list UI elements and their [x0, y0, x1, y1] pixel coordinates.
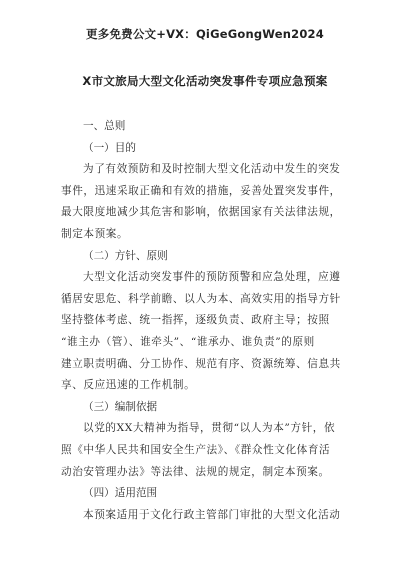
paragraph-line: 坚持整体考虑、统一指挥，逐级负责、政府主导；按照	[61, 314, 330, 327]
section-heading-general: 一、总则	[83, 120, 126, 132]
paragraph-line: 本预案适用于文化行政主管部门审批的大型文化活动	[83, 508, 341, 521]
document-title: X市文旅局大型文化活动突发事件专项应急预案	[82, 74, 328, 88]
paragraph-line: 照《中华人民共和国安全生产法》、《群众性文化体育活	[61, 443, 331, 456]
document-body	[61, 116, 361, 526]
paragraph-purpose	[61, 159, 361, 245]
paragraph-line: 循居安思危、科学前瞻、以人为本、高效实用的指导方针	[61, 292, 341, 305]
paragraph-line: 以党的XX大精神为指导，贯彻“以人为本”方针，依	[83, 422, 336, 435]
subsection-heading-purpose: （一）目的	[83, 141, 136, 154]
paragraph-scope	[61, 505, 361, 527]
paragraph-principles	[61, 267, 361, 397]
paragraph-line: 最大限度地减少其危害和影响，依据国家有关法律法规，	[61, 206, 341, 219]
paragraph-line: 为了有效预防和及时控制大型文化活动中发生的突发	[83, 163, 341, 176]
subsection-heading-scope: （四）适用范围	[83, 487, 158, 500]
paragraph-line: 享、反应迅速的工作机制。	[61, 379, 196, 392]
paragraph-line: 制定本预案。	[61, 227, 129, 240]
subsection-heading-basis: （三）编制依据	[83, 400, 158, 413]
paragraph-line: 大型文化活动突发事件的预防预警和应急处理，应遵	[83, 271, 341, 284]
paragraph-line: “谁主办（管）、谁牵头”、“谁承办、谁负责”的原则	[61, 335, 315, 348]
header-banner: 更多免费公文+VX：QiGeGongWen2024	[86, 27, 324, 41]
paragraph-line: 事件，迅速采取正确和有效的措施，妥善处置突发事件，	[61, 184, 341, 197]
paragraph-line: 动治安管理办法》等法律、法规的规定，制定本预案。	[61, 465, 330, 478]
paragraph-line: 建立职责明确、分工协作、规范有序、资源统筹、信息共	[61, 357, 341, 370]
paragraph-basis	[61, 418, 361, 483]
subsection-heading-principles: （二）方针、原则	[83, 249, 168, 262]
